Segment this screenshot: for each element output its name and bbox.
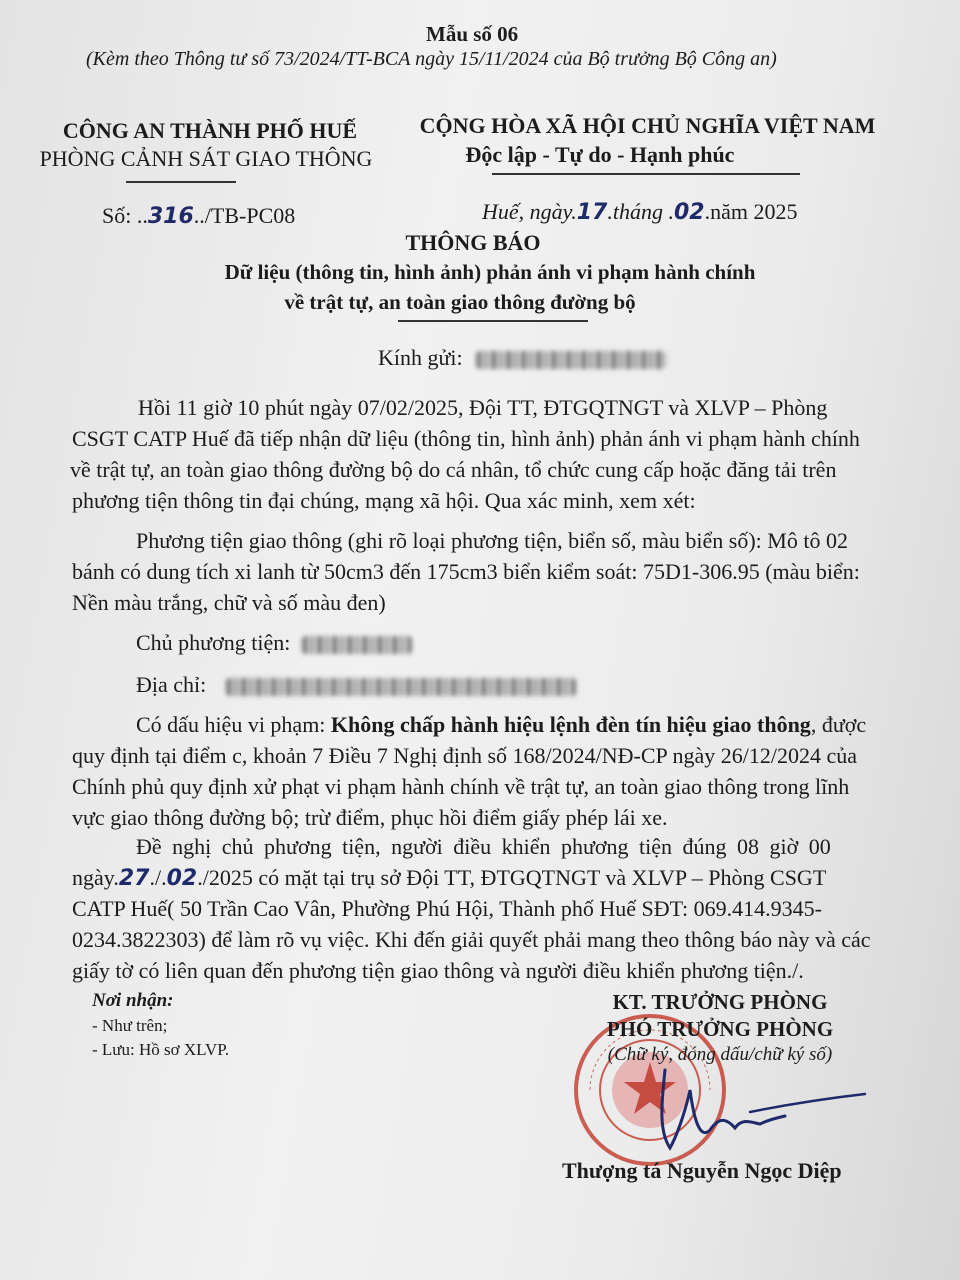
body-p3-line4: vực giao thông đường bộ; trừ điểm, phục hồi điểm giấy phép lái xe. bbox=[72, 805, 668, 830]
signer-position-2: PHÓ TRƯỞNG PHÒNG bbox=[606, 1017, 834, 1041]
motto-underline bbox=[492, 173, 800, 175]
address-redacted bbox=[226, 678, 576, 696]
appointment-day-prefix: ngày. bbox=[72, 865, 119, 890]
appointment-rest: ./2025 có mặt tại trụ sở Đội TT, ĐTGQTNGT và XLVP – Phòng CSGT bbox=[197, 865, 827, 890]
body-p1-line4: phương tiện thông tin đại chúng, mạng xã hội. Qua xác minh, xem xét: bbox=[72, 488, 696, 513]
body-p2-line3: Nền màu trắng, chữ và số màu đen) bbox=[72, 590, 386, 615]
signer-name: Thượng tá Nguyễn Ngọc Diệp bbox=[562, 1158, 842, 1183]
notice-title: THÔNG BÁO bbox=[405, 230, 541, 255]
body-p1-line3: về trật tự, an toàn giao thông đường bộ do cá nhân, tổ chức cung cấp hoặc đăng tải trên bbox=[70, 457, 837, 482]
body-p2-line1: Phương tiện giao thông (ghi rõ loại phương tiện, biển số, màu biển số): Mô tô 02 bbox=[136, 528, 848, 553]
owner-line bbox=[136, 628, 412, 658]
appointment-sep: ./. bbox=[149, 865, 167, 890]
recipients-item-1: - Như trên; bbox=[92, 1016, 168, 1035]
violation-tail: , được bbox=[810, 712, 867, 737]
appointment-day-handwritten: 27 bbox=[118, 866, 150, 891]
body-p1-line2: CSGT CATP Huế đã tiếp nhận dữ liệu (thông tin, hình ảnh) phản ánh vi phạm hành chính bbox=[72, 426, 860, 451]
recipient-name-redacted bbox=[476, 351, 666, 369]
body-p4-line3: CATP Huế( 50 Trần Cao Vân, Phường Phú Hội, Thành phố Huế SĐT: 069.414.9345- bbox=[72, 896, 822, 921]
body-p4-line5: giấy tờ có liên quan đến phương tiện giao thông và người điều khiển phương tiện./. bbox=[72, 958, 804, 983]
notice-subtitle-2: về trật tự, an toàn giao thông đường bộ bbox=[284, 290, 636, 314]
agency-name: CÔNG AN THÀNH PHỐ HUẾ bbox=[62, 118, 358, 143]
body-p3-line2: quy định tại điểm c, khoản 7 Điều 7 Nghị định số 168/2024/NĐ-CP ngày 26/12/2024 của bbox=[72, 743, 857, 768]
agency-underline bbox=[126, 181, 236, 183]
form-attachment-note: (Kèm theo Thông tư số 73/2024/TT-BCA ngày 15/11/2024 của Bộ trưởng Bộ Công an) bbox=[86, 48, 777, 70]
body-p3-line1 bbox=[136, 710, 866, 740]
date-mid: .tháng . bbox=[607, 199, 674, 224]
doc-number-prefix: Số: .. bbox=[102, 203, 148, 228]
signer-position-1: KT. TRƯỞNG PHÒNG bbox=[612, 990, 828, 1014]
nation-title: CỘNG HÒA XÃ HỘI CHỦ NGHĨA VIỆT NAM bbox=[419, 113, 876, 138]
body-p2-line2: bánh có dung tích xi lanh từ 50cm3 đến 175cm3 biển kiểm soát: 75D1-306.95 (màu biển: bbox=[72, 559, 860, 584]
date-day-handwritten: 17 bbox=[576, 200, 608, 225]
body-p4-line1: Đề nghị chủ phương tiện, người điều khiển phương tiện đúng 08 giờ 00 bbox=[136, 834, 831, 859]
violation-description: Không chấp hành hiệu lệnh đèn tín hiệu giao thông bbox=[330, 712, 811, 737]
date-suffix: .năm 2025 bbox=[704, 199, 798, 224]
recipients-item-2: - Lưu: Hồ sơ XLVP. bbox=[92, 1040, 230, 1059]
document-date bbox=[482, 197, 797, 228]
date-month-handwritten: 02 bbox=[673, 200, 705, 225]
doc-number-handwritten: 316 bbox=[147, 204, 194, 229]
handwritten-signature bbox=[610, 1060, 870, 1160]
document-number bbox=[102, 201, 295, 232]
violation-label: Có dấu hiệu vi phạm: bbox=[136, 712, 331, 737]
subtitle-underline bbox=[398, 320, 588, 322]
form-number: Mẫu số 06 bbox=[426, 22, 519, 46]
signature-note: (Chữ ký, đóng dấu/chữ ký số) bbox=[607, 1044, 833, 1065]
notice-subtitle-1: Dữ liệu (thông tin, hình ảnh) phản ánh vi phạm hành chính bbox=[224, 260, 756, 284]
body-p3-line3: Chính phủ quy định xử phạt vi phạm hành chính về trật tự, an toàn giao thông trong lĩnh bbox=[72, 774, 850, 799]
owner-label: Chủ phương tiện: bbox=[136, 630, 291, 655]
body-p1-line1: Hồi 11 giờ 10 phút ngày 07/02/2025, Đội TT, ĐTGQTNGT và XLVP – Phòng bbox=[138, 395, 828, 420]
body-p4-line2 bbox=[72, 863, 826, 894]
owner-name-redacted bbox=[302, 636, 412, 654]
nation-motto: Độc lập - Tự do - Hạnh phúc bbox=[465, 142, 735, 167]
department-name: PHÒNG CẢNH SÁT GIAO THÔNG bbox=[39, 146, 373, 171]
recipients-title: Nơi nhận: bbox=[92, 990, 174, 1011]
date-prefix: Huế, ngày. bbox=[482, 199, 577, 224]
address-line bbox=[136, 670, 576, 700]
body-p4-line4: 0234.3822303) để làm rõ vụ việc. Khi đến giải quyết phải mang theo thông báo này và các bbox=[72, 927, 871, 952]
recipient-label: Kính gửi: bbox=[378, 345, 463, 370]
recipient-line bbox=[378, 343, 666, 373]
address-label: Địa chỉ: bbox=[136, 672, 207, 697]
doc-number-suffix: ../TB-PC08 bbox=[193, 203, 296, 228]
appointment-month-handwritten: 02 bbox=[166, 866, 198, 891]
